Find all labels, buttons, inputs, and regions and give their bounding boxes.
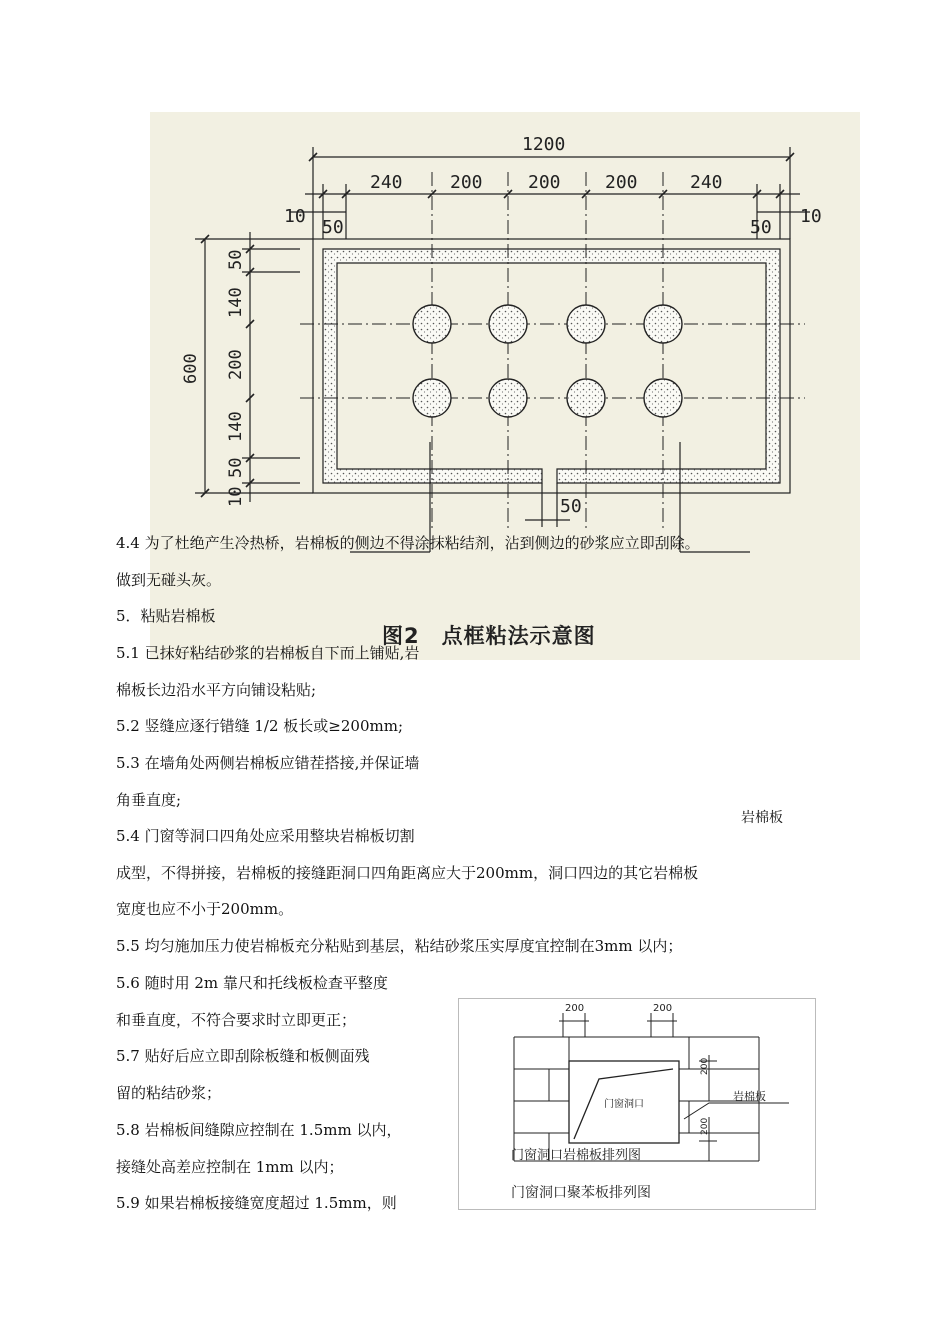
dim-side-bottom: 200 — [700, 1117, 710, 1135]
board-outline — [313, 239, 790, 493]
dim-left: 50 — [226, 457, 246, 478]
dim-top-left: 200 — [565, 1003, 585, 1014]
dim-band-left: 50 — [322, 217, 344, 238]
mortar-dot — [489, 305, 527, 343]
dim-left: 140 — [226, 411, 246, 442]
figure2-caption: 门窗洞口聚苯板排列图 — [511, 1185, 651, 1201]
figure-opening-layout — [458, 998, 816, 1210]
mortar-dot — [644, 305, 682, 343]
opening-layout-drawing — [459, 999, 815, 1209]
figure-point-frame-bonding — [150, 112, 860, 660]
paragraph-5-4: 5.4 门窗等洞口四角处应采用整块岩棉板切割 — [116, 827, 415, 845]
opening-label: 门窗洞口 — [604, 1099, 644, 1110]
dim-left: 10 — [226, 486, 246, 507]
side-label: 岩棉板 — [741, 810, 783, 826]
paragraph-5-3-cont: 角垂直度; — [116, 791, 182, 809]
dim-left: 140 — [226, 287, 246, 318]
dim-edge-right: 10 — [800, 206, 822, 227]
mortar-frame — [323, 249, 780, 483]
point-frame-drawing — [150, 112, 860, 660]
dim-top: 200 — [528, 172, 561, 193]
dim-top-right: 200 — [653, 1003, 673, 1014]
dim-top: 200 — [605, 172, 638, 193]
mortar-dot — [489, 379, 527, 417]
paragraph-5-6-cont: 和垂直度，不符合要求时立即更正； — [116, 1011, 357, 1029]
dim-edge-left: 10 — [284, 206, 306, 227]
dim-top: 240 — [370, 172, 403, 193]
dim-band-right: 50 — [750, 217, 772, 238]
paragraph-5-8-cont: 接缝处高差应控制在 1mm 以内； — [116, 1158, 344, 1176]
paragraph-5-5: 5.5 均匀施加压力使岩棉板充分粘贴到基层，粘结砂浆压实厚度宜控制在3mm 以内； — [116, 937, 683, 955]
paragraph-5-9: 5.9 如果岩棉板接缝宽度超过 1.5mm，则 — [116, 1194, 397, 1212]
paragraph-5-7-cont: 留的粘结砂浆； — [116, 1084, 222, 1102]
dim-left: 200 — [226, 349, 246, 380]
paragraph-5-6: 5.6 随时用 2m 靠尺和托线板检查平整度 — [116, 974, 388, 992]
dim-total: 1200 — [522, 134, 566, 155]
dim-gap: 50 — [560, 496, 582, 517]
paragraph-5-4-cont: 成型，不得拼接，岩棉板的接缝距洞口四角距离应大于200mm，洞口四边的其它岩棉板 — [116, 864, 699, 882]
figure1-caption: 图2 点框粘法示意图 — [382, 624, 596, 648]
dim-left: 50 — [226, 249, 246, 270]
mortar-dot — [413, 379, 451, 417]
dim-top: 240 — [690, 172, 723, 193]
paragraph-5-3: 5.3 在墙角处两侧岩棉板应错茬搭接,并保证墙 — [116, 754, 420, 772]
paragraph-4-4: 4.4 为了杜绝产生冷热桥，岩棉板的侧边不得涂抹粘结剂，沾到侧边的砂浆应立即刮除。 — [116, 534, 700, 552]
paragraph-5-2: 5.2 竖缝应逐行错缝 1/2 板长或≥200mm; — [116, 717, 404, 735]
paragraph-5-7: 5.7 贴好后应立即刮除板缝和板侧面残 — [116, 1047, 370, 1065]
dim-height: 600 — [181, 353, 201, 384]
mortar-dot — [413, 305, 451, 343]
inner-caption: 门窗洞口岩棉板排列图 — [511, 1148, 642, 1163]
mortar-dot — [644, 379, 682, 417]
paragraph-5-8: 5.8 岩棉板间缝隙应控制在 1.5mm 以内， — [116, 1121, 402, 1139]
paragraph-4-4-cont: 做到无碰头灰。 — [116, 571, 222, 589]
paragraph-5-1: 5.1 已抹好粘结砂浆的岩棉板自下而上铺贴,岩 — [116, 644, 420, 662]
dim-side-top: 200 — [700, 1057, 710, 1075]
section-heading: 5．粘贴岩棉板 — [116, 607, 216, 625]
mortar-dot — [567, 305, 605, 343]
mortar-dot — [567, 379, 605, 417]
paragraph-5-4-cont2: 宽度也应不小于200mm。 — [116, 900, 294, 918]
paragraph-5-1-cont: 棉板长边沿水平方向铺设粘贴; — [116, 681, 317, 699]
board-label: 岩棉板 — [733, 1090, 766, 1103]
dim-top: 200 — [450, 172, 483, 193]
